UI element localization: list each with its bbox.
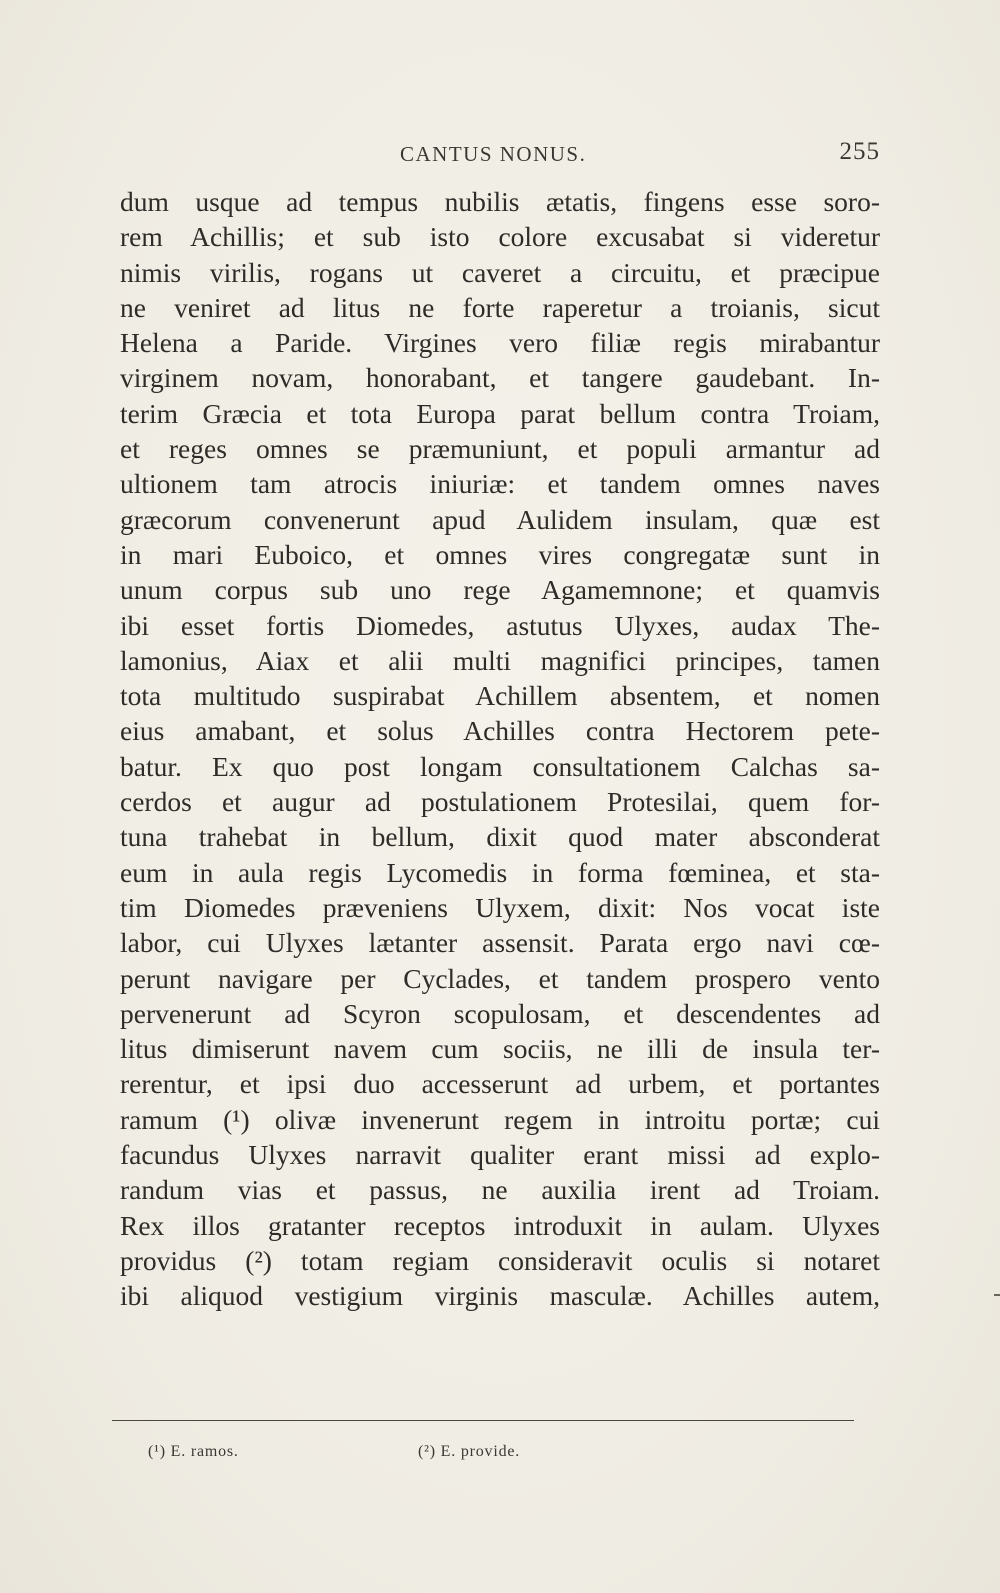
text-line: ramum (¹) olivæ invenerunt regem in introitu portæ; cui [120, 1103, 880, 1135]
running-title: CANTUS NONUS. [400, 142, 587, 166]
text-line: rerentur, et ipsi duo accesserunt ad urbem, et portantes [120, 1068, 880, 1100]
footnote-2: (²) E. provide. [418, 1443, 521, 1460]
page-number: 255 [839, 138, 880, 165]
text-line: virginem novam, honorabant, et tangere gaudebant. In- [120, 362, 880, 394]
text-line: batur. Ex quo post longam consultationem Calchas sa- [120, 750, 880, 782]
text-line: græcorum convenerunt apud Aulidem insulam, quæ est [120, 503, 880, 535]
text-line: facundus Ulyxes narravit qualiter erant missi ad explo- [120, 1139, 880, 1171]
text-line: cerdos et augur ad postulationem Protesilai, quem for- [120, 786, 880, 818]
text-line: litus dimiserunt navem cum sociis, ne illi de insula ter- [120, 1033, 880, 1065]
text-line: et reges omnes se præmuniunt, et populi armantur ad [120, 433, 880, 465]
text-line: lamonius, Aiax et alii multi magnifici principes, tamen [120, 644, 880, 676]
footnotes [148, 1443, 748, 1467]
text-line: tuna trahebat in bellum, dixit quod mater absconderat [120, 821, 880, 853]
text-line: ne veniret ad litus ne forte raperetur a troianis, sicut [120, 291, 880, 323]
text-line: eius amabant, et solus Achilles contra Hectorem pete- [120, 715, 880, 747]
text-line: perunt navigare per Cyclades, et tandem prospero vento [120, 962, 880, 994]
margin-mark [994, 1294, 1000, 1296]
text-line: nimis virilis, rogans ut caveret a circuitu, et præcipue [120, 256, 880, 288]
text-line: in mari Euboico, et omnes vires congregatæ sunt in [120, 538, 880, 570]
text-line: Rex illos gratanter receptos introduxit in aulam. Ulyxes [120, 1209, 880, 1241]
text-line: eum in aula regis Lycomedis in forma fœminea, et sta- [120, 856, 880, 888]
footnote-rule [112, 1420, 854, 1421]
text-line: terim Græcia et tota Europa parat bellum contra Troiam, [120, 397, 880, 429]
page-header [120, 138, 880, 168]
text-line: rem Achillis; et sub isto colore excusabat si videretur [120, 221, 880, 253]
footnote-1: (¹) E. ramos. [148, 1443, 239, 1460]
text-line: randum vias et passus, ne auxilia irent ad Troiam. [120, 1174, 880, 1206]
text-line: labor, cui Ulyxes lætanter assensit. Parata ergo navi cœ- [120, 927, 880, 959]
text-line: dum usque ad tempus nubilis ætatis, fingens esse soro- [120, 186, 880, 217]
text-line: Helena a Paride. Virgines vero filiæ regis mirabantur [120, 327, 880, 359]
text-line: ibi aliquod vestigium virginis masculæ. Achilles autem, [120, 1280, 880, 1312]
text-line: ultionem tam atrocis iniuriæ: et tandem omnes naves [120, 468, 880, 500]
text-line: providus (²) totam regiam consideravit oculis si notaret [120, 1244, 880, 1276]
body-text [120, 184, 880, 1314]
text-line: ibi esset fortis Diomedes, astutus Ulyxes, audax The- [120, 609, 880, 641]
text-line: unum corpus sub uno rege Agamemnone; et quamvis [120, 574, 880, 606]
text-line: tim Diomedes præveniens Ulyxem, dixit: Nos vocat iste [120, 891, 880, 923]
text-line: pervenerunt ad Scyron scopulosam, et descendentes ad [120, 997, 880, 1029]
text-line: tota multitudo suspirabat Achillem absentem, et nomen [120, 680, 880, 712]
